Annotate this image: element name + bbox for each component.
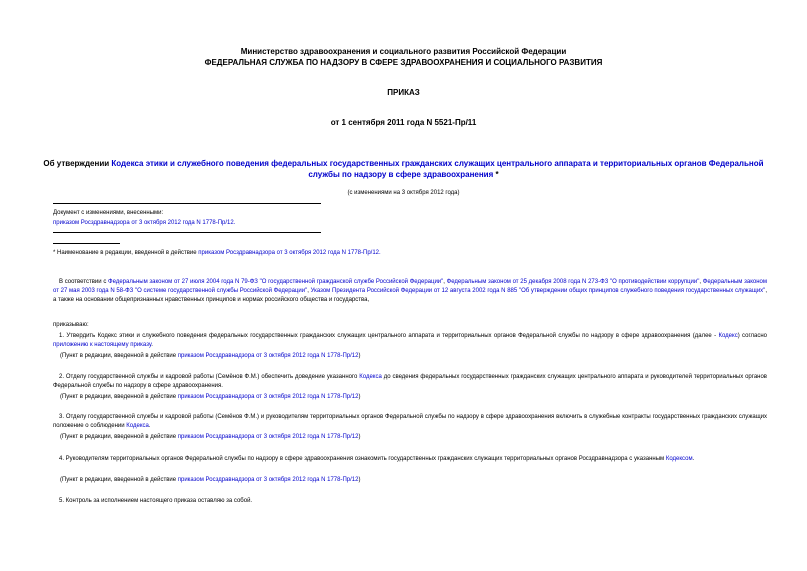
item-4 — [53, 455, 767, 464]
code-link[interactable]: Кодекс — [718, 333, 738, 339]
law-58-link[interactable]: Федеральным законом от 27 мая 2003 года N 58-ФЗ "О системе государственной службы Российской Федерации" — [53, 279, 768, 294]
item-text: ) согласно — [737, 333, 767, 339]
amend-text: ) — [358, 394, 361, 400]
item-2 — [53, 373, 767, 391]
amend-text: (Пункт в редакции, введенной в действие — [60, 477, 178, 483]
item-text: . — [151, 342, 153, 348]
item-text: 1. Утвердить Кодекс этики и служебного поведения федеральных государственных гражданских служащих центрального аппарата и территориальных органов Федеральной службы по надзору в сфере здравоохранения (далее - — [59, 333, 719, 339]
title-suffix: * — [493, 170, 499, 179]
divider — [53, 203, 321, 204]
item-text: 2. Отделу государственной службы и кадровой работы (Семёнов Ф.М.) обеспечить доведение указанного — [59, 374, 360, 380]
amend-link[interactable]: приказом Росздравнадзора от 3 октября 2012 года N 1778-Пр/12 — [177, 353, 359, 359]
item-3 — [53, 413, 767, 431]
amend-text: (Пункт в редакции, введенной в действие — [60, 394, 178, 400]
footnote — [53, 249, 753, 257]
decree-885-link[interactable]: Указом Президента Российской Федерации от 12 августа 2002 года N 885 "Об утверждении общих принципов служебного поведения государственных служащих" — [310, 288, 766, 294]
amend-note — [60, 352, 760, 360]
law-79-link[interactable]: Федеральным законом от 27 июля 2004 года N 79-ФЗ "О государственной гражданской службе Российской Федерации" — [108, 279, 444, 285]
changes-label: Документ с изменениями, внесенными: — [53, 210, 164, 216]
title-prefix: Об утверждении — [43, 159, 112, 168]
footnote-divider — [53, 243, 120, 244]
amend-note — [60, 476, 760, 484]
ministry-name: Министерство здравоохранения и социального развития Российской Федерации — [240, 47, 567, 56]
divider — [53, 232, 321, 233]
preamble-text: , — [307, 288, 311, 294]
revision-note: (с изменениями на 3 октября 2012 года) — [347, 190, 460, 196]
preamble — [53, 278, 767, 305]
title-link[interactable]: Кодекса этики и служебного поведения федеральных государственных гражданских служащих центрального аппарата и территориальных органов Федеральной службы по надзору в сфере здравоохранения — [111, 159, 764, 179]
service-name: ФЕДЕРАЛЬНАЯ СЛУЖБА ПО НАДЗОРУ В СФЕРЕ ЗДРАВООХРАНЕНИЯ И СОЦИАЛЬНОГО РАЗВИТИЯ — [204, 58, 603, 67]
item-text: до сведения федеральных государственных гражданских служащих центрального аппарата и руководителей территориальных органов Федеральной службы по надзору в сфере здравоохранения. — [53, 374, 767, 389]
amend-note — [60, 433, 760, 441]
doc-title — [40, 158, 767, 180]
amend-text: (Пункт в редакции, введенной в действие — [60, 353, 178, 359]
footnote-text: * Наименование в редакции, введенной в действие — [53, 250, 199, 256]
amend-text: ) — [358, 353, 361, 359]
order-word: приказываю: — [53, 322, 89, 328]
item-text: . — [148, 423, 151, 429]
doc-date: от 1 сентября 2011 года N 5521-Пр/11 — [330, 118, 477, 127]
law-273-link[interactable]: Федеральным законом от 25 декабря 2008 года N 273-ФЗ "О противодействии коррупции" — [446, 279, 700, 285]
amend-text: ) — [358, 434, 361, 440]
changes-link[interactable]: приказом Росздравнадзора от 3 октября 2012 года N 1778-Пр/12. — [53, 220, 236, 226]
code-link[interactable]: Кодекса — [359, 374, 382, 380]
amend-link[interactable]: приказом Росздравнадзора от 3 октября 2012 года N 1778-Пр/12 — [177, 394, 359, 400]
item-1 — [53, 332, 767, 350]
amend-note — [60, 393, 760, 401]
preamble-text: , а также на основании общепризнанных нравственных принципов и нормах российского общества и государства, — [53, 288, 767, 303]
item-text: . — [692, 456, 695, 462]
item-text: 3. Отделу государственной службы и кадровой работы (Семёнов Ф.М.) и руководителям территориальных органов Федеральной службы по надзору в сфере здравоохранения включить в служебные контракты государственных гражданских служащих положение о соблюдении — [53, 414, 767, 429]
code-link[interactable]: Кодекса — [126, 423, 149, 429]
preamble-text: , — [699, 279, 703, 285]
amend-link[interactable]: приказом Росздравнадзора от 3 октября 2012 года N 1778-Пр/12 — [177, 434, 359, 440]
item-text: 4. Руководителям территориальных органов Федеральной службы по надзору в сфере здравоохранения ознакомить государственных гражданских служащих территориальных органов Росздравнадзора с указанным — [59, 456, 666, 462]
preamble-text: В соответствии с — [59, 279, 109, 285]
amend-text: (Пункт в редакции, введенной в действие — [60, 434, 178, 440]
code-link[interactable]: Кодексом — [665, 456, 693, 462]
preamble-text: , — [443, 279, 447, 285]
amend-link[interactable]: приказом Росздравнадзора от 3 октября 2012 года N 1778-Пр/12 — [177, 477, 359, 483]
doc-type: ПРИКАЗ — [387, 88, 420, 97]
appendix-link[interactable]: приложению к настоящему приказу — [53, 342, 152, 348]
amend-text: ) — [358, 477, 361, 483]
item-5: 5. Контроль за исполнением настоящего приказа оставляю за собой. — [59, 498, 253, 504]
footnote-link[interactable]: приказом Росздравнадзора от 3 октября 2012 года N 1778-Пр/12. — [198, 250, 381, 256]
